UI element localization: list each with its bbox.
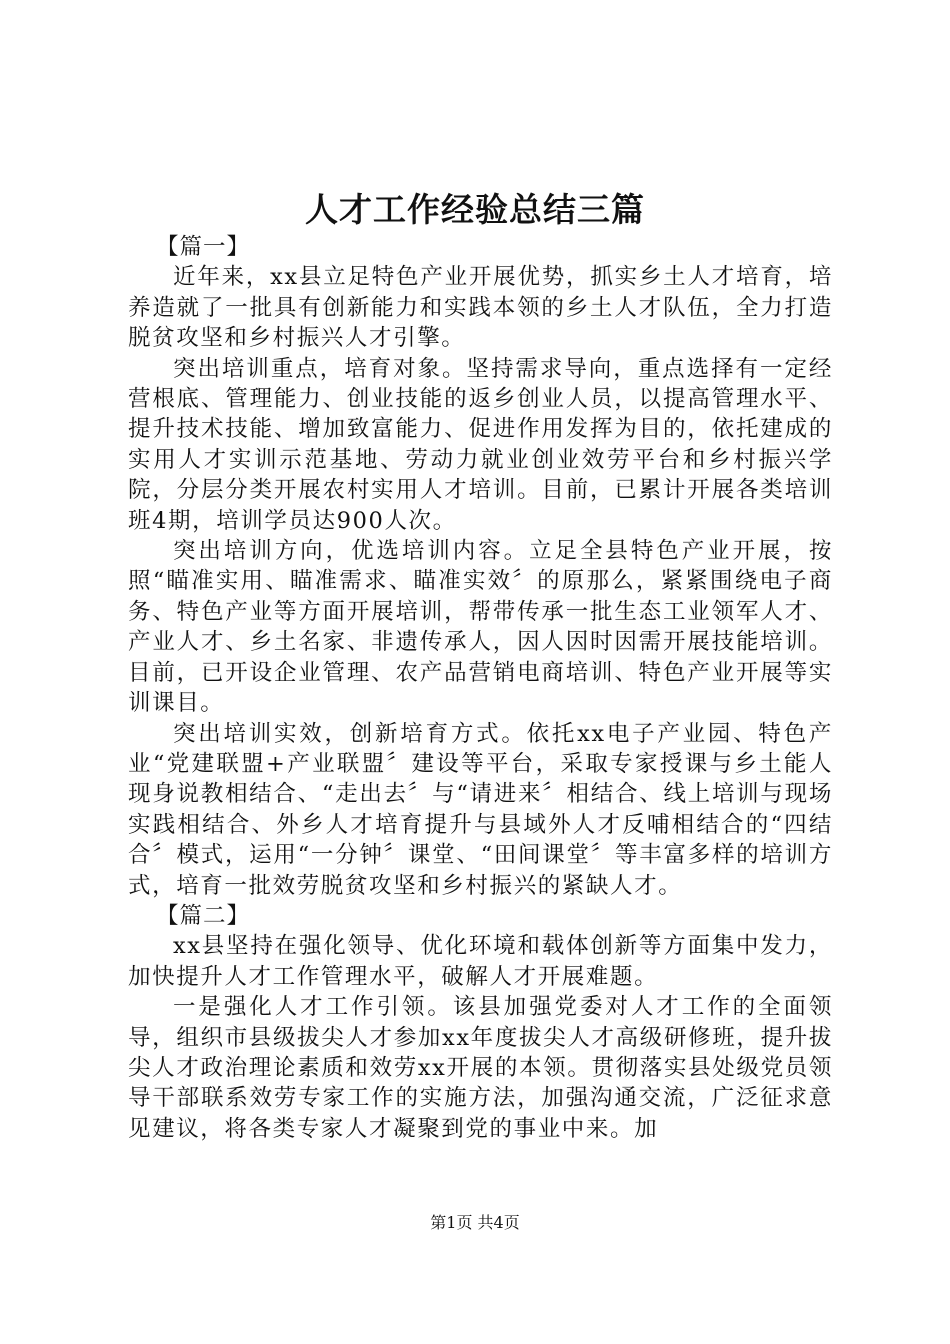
document-body <box>128 232 833 1144</box>
paragraph: 近年来，xx县立足特色产业开展优势，抓实乡土人才培育，培养造就了一批具有创新能力和实践本领的乡土人才队伍，全力打造脱贫攻坚和乡村振兴人才引擎。 <box>128 264 833 352</box>
paragraph: xx县坚持在强化领导、优化环境和载体创新等方面集中发力，加快提升人才工作管理水平，破解人才开展难题。 <box>128 933 833 990</box>
section-1 <box>128 232 833 901</box>
paragraph: 突出培训方向，优选培训内容。立足全县特色产业开展，按照“瞄准实用、瞄准需求、瞄准实效〞的原那么，紧紧围绕电子商务、特色产业等方面开展培训，帮带传承一批生态工业领军人才、产业人才、乡土名家、非遗传承人，因人因时因需开展技能培训。目前，已开设企业管理、农产品营销电商培训、特色产业开展等实训课目。 <box>128 538 833 717</box>
section-heading: 【篇二】 <box>156 902 251 929</box>
page-footer: 第1页 共4页 <box>430 1213 520 1232</box>
section-2 <box>128 901 833 1144</box>
section-heading: 【篇一】 <box>156 234 251 260</box>
paragraph: 突出培训实效，创新培育方式。依托xx电子产业园、特色产业“党建联盟+产业联盟〞建设等平台，采取专家授课与乡土能人现身说教相结合、“走出去〞与“请进来〞相结合、线上培训与现场实践相结合、外乡人才培育提升与县域外人才反哺相结合的“四结合〞模式，运用“一分钟〞课堂、“田间课堂〞等丰富多样的培训方式，培育一批效劳脱贫攻坚和乡村振兴的紧缺人才。 <box>128 720 833 899</box>
paragraph: 一是强化人才工作引领。该县加强党委对人才工作的全面领导，组织市县级拔尖人才参加xx年度拔尖人才高级研修班，提升拔尖人才政治理论素质和效劳xx开展的本领。贯彻落实县处级党员领导干部联系效劳专家工作的实施方法，加强沟通交流，广泛征求意见建议，将各类专家人才凝聚到党的事业中来。加 <box>128 994 833 1142</box>
document-title: 人才工作经验总结三篇 <box>305 190 645 229</box>
paragraph: 突出培训重点，培育对象。坚持需求导向，重点选择有一定经营根底、管理能力、创业技能的返乡创业人员，以提高管理水平、提升技术技能、增加致富能力、促进作用发挥为目的，依托建成的实用人才实训示范基地、劳动力就业创业效劳平台和乡村振兴学院，分层分类开展农村实用人才培训。目前，已累计开展各类培训班4期，培训学员达900人次。 <box>128 355 833 534</box>
